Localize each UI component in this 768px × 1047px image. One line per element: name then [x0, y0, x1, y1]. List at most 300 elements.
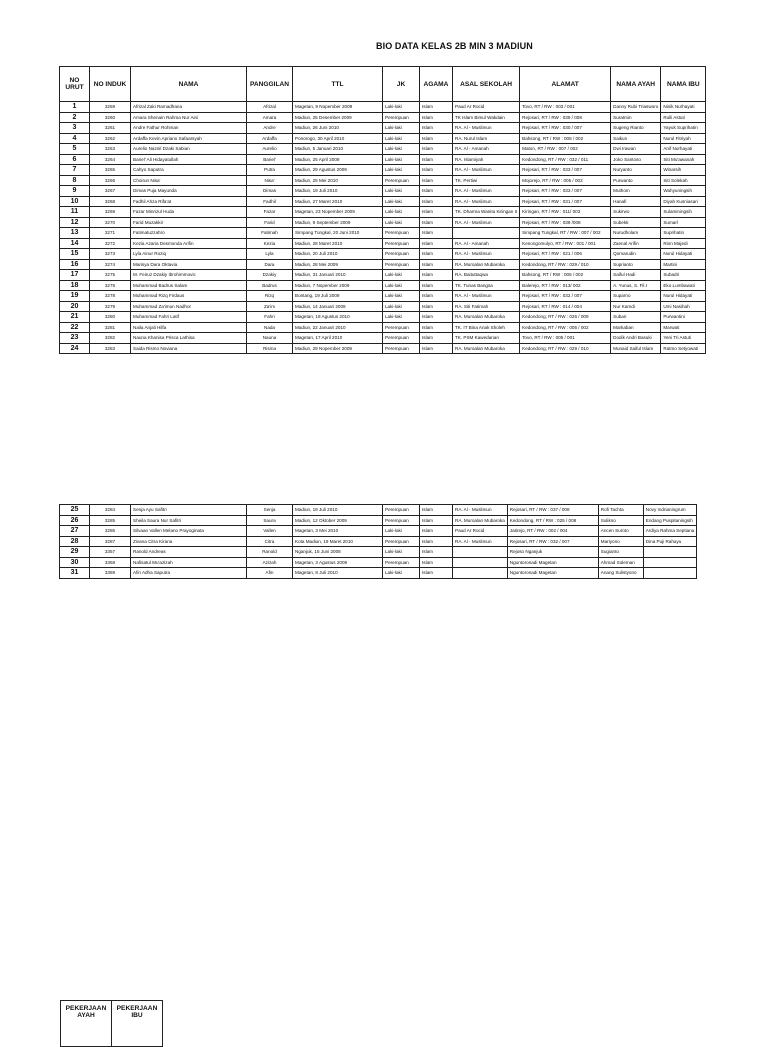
cell-jk: Perempuan	[383, 515, 420, 526]
cell-nama: Nauna Khanisa Prisca Lathisa	[131, 333, 247, 344]
cell-nama-ayah: Suprianto	[611, 259, 661, 270]
cell-nama-ayah: Nuryanto	[611, 165, 661, 176]
bio-table-continued	[59, 504, 697, 579]
cell-agama: Islam	[420, 568, 453, 579]
cell-agama: Islam	[420, 165, 453, 176]
cell-nama: Kezia Azaria Desmonda Arifin	[131, 238, 247, 249]
cell-ttl: Magetan, 9 Nopember 2009	[293, 102, 383, 113]
cell-jk: Laki-laki	[383, 186, 420, 197]
cell-nama-ibu: Ratmo Setyowati	[661, 343, 706, 354]
cell-panggilan: Fatimah	[247, 228, 293, 239]
cell-nama-ibu: Umi Nasihah	[661, 301, 706, 312]
cell-asal-sekolah: TK. PSM Kawedanan	[453, 333, 520, 344]
cell-no-urut: 30	[60, 557, 90, 568]
cell-ttl: Madiun, 19 Juli 2010	[293, 505, 383, 516]
cell-agama: Islam	[420, 217, 453, 228]
cell-agama: Islam	[420, 505, 453, 516]
cell-alamat: Bahsong, RT / RW : 008 / 002	[520, 133, 611, 144]
cell-no-urut: 25	[60, 505, 90, 516]
cell-panggilan: Bariel'	[247, 154, 293, 165]
cell-no-induk: 3287	[90, 536, 131, 547]
table-row	[60, 312, 706, 323]
cell-asal-sekolah: RA. Al - Muslimun	[453, 505, 508, 516]
cell-alamat: Tovo, RT / RW : 005 / 001	[520, 333, 611, 344]
cell-nama: Muhammad Za'imun Nadhor	[131, 301, 247, 312]
cell-jk: Perempuan	[383, 343, 420, 354]
table-row	[60, 280, 706, 291]
cell-ttl: Madiun, 22 Januari 2010	[293, 322, 383, 333]
cell-jk: Perempuan	[383, 112, 420, 123]
cell-alamat: Balerejo, RT / RW : 013/ 002	[520, 280, 611, 291]
cell-alamat: Kedondong, RT / RW : 032 / 011	[520, 154, 611, 165]
cell-alamat: Rejosari, RT / RW : 021 / 006	[520, 249, 611, 260]
cell-alamat: Tovo, RT / RW : 003 / 001	[520, 102, 611, 113]
cell-no-urut: 21	[60, 312, 90, 323]
cell-nama-ibu: Novy Indrianingrum	[643, 505, 697, 516]
cell-no-induk: 3263	[90, 144, 131, 155]
cell-jk: Laki-laki	[383, 133, 420, 144]
cell-nama: Sheila Saura Nur Safitri	[131, 515, 247, 526]
cell-panggilan: Badrus	[247, 280, 293, 291]
cell-nama-ibu: Suprihatin	[661, 228, 706, 239]
cell-asal-sekolah: TK. IT Bina Anak Sholeh	[453, 322, 520, 333]
cell-no-urut: 29	[60, 547, 90, 558]
table-row	[60, 112, 706, 123]
cell-no-urut: 10	[60, 196, 90, 207]
cell-alamat: Rejosari, RT / RW : 039 /008	[520, 217, 611, 228]
cell-ttl: Magetan, 3 Agustus 2009	[293, 557, 383, 568]
cell-nama: Lyla Ainur Roziq	[131, 249, 247, 260]
cell-no-induk: 3265	[90, 165, 131, 176]
cell-nama-ayah: Sugeng Rianto	[611, 123, 661, 134]
cell-nama-ayah: Suparno	[611, 291, 661, 302]
cell-nama: Ardaffa Kevin Apriano Safaarsyah	[131, 133, 247, 144]
cell-no-urut: 11	[60, 207, 90, 218]
cell-ttl: Madiun, 26 Juni 2010	[293, 123, 383, 134]
cell-nama-ayah: Ahmad Soleman	[598, 557, 643, 568]
cell-ttl: Madiun, 29 Nopember 2009	[293, 343, 383, 354]
cell-panggilan: Fazar	[247, 207, 293, 218]
cell-ttl: Madiun, 25 April 2009	[293, 154, 383, 165]
cell-alamat: Kedondong, RT / RW : 029 / 010	[520, 343, 611, 354]
cell-no-induk: 3271	[90, 228, 131, 239]
cell-nama-ayah: Saiful Hadi	[611, 270, 661, 281]
cell-nama: Fatimatuzzahro	[131, 228, 247, 239]
cell-nama-ayah: Saikun	[611, 133, 661, 144]
cell-nama-ayah: Dwi Irawan	[611, 144, 661, 155]
cell-nama-ibu: Rinn Majedi	[661, 238, 706, 249]
cell-alamat: Maton, RT / RW : 007 / 002	[520, 144, 611, 155]
cell-agama: Islam	[420, 547, 453, 558]
cell-nama: M. Feiruz Dzakiy Ibrohimmovic	[131, 270, 247, 281]
cell-nama-ibu: Rulli Astuti	[661, 112, 706, 123]
cell-asal-sekolah: RA. Muroalan Mubaroka	[453, 343, 520, 354]
cell-alamat: Nguntoronadi Magetan	[507, 557, 598, 568]
cell-nama-ibu: Dina Puji Rahayu	[643, 536, 697, 547]
header-panggilan: PANGGILAN	[247, 67, 293, 102]
cell-nama-ayah: Nurudholam	[611, 228, 661, 239]
cell-jk: Laki-laki	[383, 123, 420, 134]
cell-nama: Afrizal Zaki Ramadhana	[131, 102, 247, 113]
cell-nama: Nafisatul Mu'azizah	[131, 557, 247, 568]
cell-asal-sekolah: RA. Al - Muslimun	[453, 291, 520, 302]
cell-nama-ibu: Marwati	[661, 322, 706, 333]
cell-no-induk: 3261	[90, 123, 131, 134]
cell-nama: Marisya Dara Oktavia	[131, 259, 247, 270]
cell-nama-ibu: Siti Mu'awanah	[661, 154, 706, 165]
cell-panggilan: Vallen	[247, 526, 293, 537]
cell-no-induk: 3286	[90, 526, 131, 537]
table-row	[60, 123, 706, 134]
cell-jk: Perempuan	[383, 259, 420, 270]
cell-panggilan: Azizah	[247, 557, 293, 568]
cell-no-urut: 14	[60, 238, 90, 249]
cell-no-induk: 3359	[90, 568, 131, 579]
cell-panggilan: Saura	[247, 515, 293, 526]
table-row	[60, 526, 697, 537]
cell-nama-ayah: A. Yunus, S. Fil.I	[611, 280, 661, 291]
cell-alamat: Kenongomulyo, RT / RW : 001 / 001	[520, 238, 611, 249]
table-row	[60, 322, 706, 333]
table-row	[60, 217, 706, 228]
cell-asal-sekolah: RA. Muroalan Mubaroka	[453, 259, 520, 270]
cell-no-urut: 1	[60, 102, 90, 113]
cell-alamat: Rejosari, RT / RW : 014 / 004	[520, 301, 611, 312]
cell-panggilan: Risma	[247, 343, 293, 354]
cell-jk: Laki-laki	[383, 102, 420, 113]
cell-agama: Islam	[420, 526, 453, 537]
cell-no-induk: 3262	[90, 133, 131, 144]
cell-no-induk: 3284	[90, 505, 131, 516]
table-row	[60, 196, 706, 207]
cell-ttl: Magetan, 3 Mei 2010	[293, 526, 383, 537]
cell-ttl: Madiun, 5 Januari 2010	[293, 144, 383, 155]
cell-no-induk: 3283	[90, 343, 131, 354]
cell-jk: Laki-laki	[383, 207, 420, 218]
cell-asal-sekolah	[453, 557, 508, 568]
cell-nama-ayah: Danny Rubi Triasworo	[611, 102, 661, 113]
cell-ttl: Madiun, 14 Januari 2009	[293, 301, 383, 312]
cell-no-induk: 3276	[90, 280, 131, 291]
cell-no-induk: 3282	[90, 333, 131, 344]
cell-nama: Silvaan Vallen Melano Prayoginata	[131, 526, 247, 537]
cell-agama: Islam	[420, 280, 453, 291]
cell-jk: Laki-laki	[383, 270, 420, 281]
cell-alamat: Bahsong, RT / RW : 006 / 002	[520, 270, 611, 281]
cell-nama: Zivana Citra Kirana	[131, 536, 247, 547]
cell-alamat: Rejosari, RT / RW : 033 / 007	[520, 186, 611, 197]
cell-nama-ayah: Sukirwo	[611, 207, 661, 218]
cell-ttl: Magetan, 23 Nopember 2009	[293, 207, 383, 218]
cell-panggilan: Fahri	[247, 312, 293, 323]
cell-asal-sekolah: TK. Pertiwi	[453, 175, 520, 186]
cell-nama: Aurelio Naznil Dzaki Sabian	[131, 144, 247, 155]
cell-asal-sekolah: RA. Al - Muslimun	[453, 186, 520, 197]
cell-asal-sekolah	[453, 568, 508, 579]
table-row	[60, 536, 697, 547]
cell-asal-sekolah: RA. Al - Muslimun	[453, 249, 520, 260]
cell-nama-ayah: Hanafi	[611, 196, 661, 207]
cell-asal-sekolah: Paud Ar Rocid	[453, 526, 508, 537]
cell-nama-ayah: Sulikno	[598, 515, 643, 526]
table-row	[60, 515, 697, 526]
cell-no-induk: 3279	[90, 301, 131, 312]
cell-asal-sekolah: RA. Siti Fatimah	[453, 301, 520, 312]
header-nama-ibu: NAMA IBU	[661, 67, 706, 102]
cell-no-induk: 3278	[90, 291, 131, 302]
table-row	[60, 568, 697, 579]
page-title: BIO DATA KELAS 2B MIN 3 MADIUN	[376, 41, 533, 51]
header-pekerjaan-ayah: PEKERJAAN AYAH	[61, 1001, 112, 1047]
cell-ttl: Madiun, 7 Nopember 2009	[293, 280, 383, 291]
cell-jk: Laki-laki	[383, 196, 420, 207]
cell-jk: Laki-laki	[383, 547, 420, 558]
cell-agama: Islam	[420, 343, 453, 354]
cell-asal-sekolah: RA. Al - Muslimun	[453, 536, 508, 547]
cell-asal-sekolah: RA. Al - Muslimun	[453, 196, 520, 207]
cell-nama: Fazar Minrizul Huda	[131, 207, 247, 218]
cell-no-urut: 31	[60, 568, 90, 579]
cell-alamat: Rejosari, RT / RW : 032 / 007	[520, 291, 611, 302]
cell-no-urut: 12	[60, 217, 90, 228]
cell-nama-ibu: Subadri	[661, 270, 706, 281]
cell-nama-ibu: Endang Puspitaningsih	[643, 515, 697, 526]
cell-alamat: Mojorejo, RT / RW : 005 / 002	[520, 175, 611, 186]
cell-asal-sekolah: RA. Al - Amanah	[453, 144, 520, 155]
cell-asal-sekolah: RA. Al - Muslimun	[453, 165, 520, 176]
table-row	[60, 343, 706, 354]
cell-asal-sekolah: RA. Muroalan Mubaroka	[453, 312, 520, 323]
cell-panggilan: Ranold	[247, 547, 293, 558]
cell-nama: Farid Muzakkir	[131, 217, 247, 228]
cell-asal-sekolah: RA. Baituttaqwa	[453, 270, 520, 281]
cell-ttl: Nganjuk, 15 Juni 2008	[293, 547, 383, 558]
cell-jk: Perempuan	[383, 322, 420, 333]
cell-agama: Islam	[420, 249, 453, 260]
table-row	[60, 547, 697, 558]
cell-no-urut: 15	[60, 249, 90, 260]
cell-nama: Senja Ayu Safitri	[131, 505, 247, 516]
cell-alamat: Rejosari, RT / RW : 032 / 007	[507, 536, 598, 547]
cell-alamat: Rejosari, RT / RW : 030 / 007	[520, 123, 611, 134]
cell-ttl: Kota Madiun, 19 Maret 2010	[293, 536, 383, 547]
cell-jk: Laki-laki	[383, 280, 420, 291]
cell-ttl: Simpang Tungkal, 20 Juni 2010	[293, 228, 383, 239]
cell-ttl: Magetan, 17 April 2010	[293, 333, 383, 344]
header-asal-sekolah: ASAL SEKOLAH	[453, 67, 520, 102]
cell-alamat: Rejosari, RT / RW : 037 / 008	[507, 505, 598, 516]
cell-nama-ibu: Ninik Nurhayati	[661, 102, 706, 113]
cell-alamat: Rejosari, RT / RW : 039 / 008	[520, 112, 611, 123]
cell-nama-ibu: Nurul Hidayati	[661, 249, 706, 260]
cell-jk: Laki-laki	[383, 526, 420, 537]
cell-ttl: Madiun, 25 Mei 2010	[293, 175, 383, 186]
cell-agama: Islam	[420, 175, 453, 186]
cell-ttl: Madiun, 12 Oktober 2009	[293, 515, 383, 526]
cell-nama: Naila Anjali Hilfa	[131, 322, 247, 333]
cell-nama-ayah: Qomarudin	[611, 249, 661, 260]
cell-asal-sekolah: TK Islam Bimul Wakdain	[453, 112, 520, 123]
cell-no-induk: 3285	[90, 515, 131, 526]
cell-nama-ayah: Subari	[611, 312, 661, 323]
cell-nama-ayah: Zaenal Arifin	[611, 238, 661, 249]
cell-jk: Laki-laki	[383, 144, 420, 155]
cell-no-urut: 9	[60, 186, 90, 197]
cell-nama-ibu: Sumarl	[661, 217, 706, 228]
cell-panggilan: Farid	[247, 217, 293, 228]
cell-nama-ayah: Dodik Andri Basuki	[611, 333, 661, 344]
cell-no-urut: 13	[60, 228, 90, 239]
cell-jk: Laki-laki	[383, 312, 420, 323]
cell-ttl: Madiun, 29 Agustus 2009	[293, 165, 383, 176]
cell-no-induk: 3260	[90, 112, 131, 123]
cell-panggilan: Aurelio	[247, 144, 293, 155]
cell-nama: Andre Fathur Rohman	[131, 123, 247, 134]
cell-ttl: Madiun, 31 Januari 2010	[293, 270, 383, 281]
cell-no-urut: 3	[60, 123, 90, 134]
cell-ttl: Madiun, 27 Maret 2010	[293, 196, 383, 207]
cell-no-urut: 26	[60, 515, 90, 526]
header-jk: JK	[383, 67, 420, 102]
cell-no-induk: 3274	[90, 259, 131, 270]
cell-ttl: Madiun, 20 Juli 2010	[293, 249, 383, 260]
cell-nama-ibu	[643, 547, 697, 558]
cell-no-induk: 3266	[90, 175, 131, 186]
cell-nama-ibu: Wahyuningsih	[661, 186, 706, 197]
cell-nama: Afin Adha Saputra	[131, 568, 247, 579]
cell-nama-ibu: Martini	[661, 259, 706, 270]
cell-nama-ibu: Siti Solekah	[661, 175, 706, 186]
cell-ttl: Ponorogo, 30 April 2010	[293, 133, 383, 144]
cell-asal-sekolah: RA. Al - Muslimun	[453, 217, 520, 228]
cell-asal-sekolah: RA. Al - Muslimun	[453, 123, 520, 134]
cell-agama: Islam	[420, 515, 453, 526]
cell-nama-ibu: Nurul Fitriyah	[661, 133, 706, 144]
cell-panggilan: Citra	[247, 536, 293, 547]
table-row	[60, 270, 706, 281]
cell-panggilan: Andre	[247, 123, 293, 134]
table-row	[60, 133, 706, 144]
cell-panggilan: Afin	[247, 568, 293, 579]
table-row	[60, 238, 706, 249]
cell-no-induk: 3273	[90, 249, 131, 260]
cell-nama-ayah: Sugianto	[598, 547, 643, 558]
cell-no-urut: 22	[60, 322, 90, 333]
cell-agama: Islam	[420, 102, 453, 113]
cell-jk: Perempuan	[383, 175, 420, 186]
header-ttl: TTL	[293, 67, 383, 102]
cell-agama: Islam	[420, 112, 453, 123]
cell-asal-sekolah: TK. Dharma Wanita Kiringan II	[453, 207, 520, 218]
cell-agama: Islam	[420, 207, 453, 218]
cell-asal-sekolah: RA. Islamiyah	[453, 154, 520, 165]
cell-no-induk: 3272	[90, 238, 131, 249]
cell-agama: Islam	[420, 154, 453, 165]
cell-nama: Dimas Puja Mayunda	[131, 186, 247, 197]
cell-nama: Cahyo Saputra	[131, 165, 247, 176]
cell-asal-sekolah: RA. Nurul Islam	[453, 133, 520, 144]
table-row	[60, 291, 706, 302]
cell-no-urut: 28	[60, 536, 90, 547]
cell-nama-ibu: Ardiya Rahma Septiana	[643, 526, 697, 537]
table-row	[60, 259, 706, 270]
cell-ttl: Madiun, 28 Maret 2010	[293, 238, 383, 249]
cell-nama-ibu: Anif Nurhayati	[661, 144, 706, 155]
table-row	[60, 154, 706, 165]
cell-nama-ibu: Winarsih	[661, 165, 706, 176]
cell-no-urut: 27	[60, 526, 90, 537]
cell-panggilan: Lyla	[247, 249, 293, 260]
cell-panggilan: Nada	[247, 322, 293, 333]
cell-no-urut: 18	[60, 280, 90, 291]
cell-nama-ayah: Subekti	[611, 217, 661, 228]
cell-no-induk: 3280	[90, 312, 131, 323]
cell-no-urut: 16	[60, 259, 90, 270]
cell-agama: Islam	[420, 322, 453, 333]
header-agama: AGAMA	[420, 67, 453, 102]
header-no-urut: NO URUT	[60, 67, 90, 102]
cell-agama: Islam	[420, 196, 453, 207]
cell-jk: Laki-laki	[383, 291, 420, 302]
cell-jk: Laki-laki	[383, 568, 420, 579]
cell-jk: Perempuan	[383, 238, 420, 249]
cell-no-induk: 3270	[90, 217, 131, 228]
cell-nama-ibu: Purwantini	[661, 312, 706, 323]
cell-no-urut: 7	[60, 165, 90, 176]
cell-agama: Islam	[420, 133, 453, 144]
cell-no-urut: 19	[60, 291, 90, 302]
cell-alamat: Rejoso Nganjuk	[507, 547, 598, 558]
table-row	[60, 557, 697, 568]
cell-panggilan: Afrizal	[247, 102, 293, 113]
cell-agama: Islam	[420, 123, 453, 134]
cell-panggilan: Putra	[247, 165, 293, 176]
cell-agama: Islam	[420, 536, 453, 547]
cell-panggilan: Senja	[247, 505, 293, 516]
cell-asal-sekolah: TK. Tunas Bangsa	[453, 280, 520, 291]
cell-panggilan: Dara	[247, 259, 293, 270]
table-row	[60, 102, 706, 113]
cell-no-urut: 17	[60, 270, 90, 281]
cell-nama-ayah: Anang Sulistyono	[598, 568, 643, 579]
cell-no-induk: 3275	[90, 270, 131, 281]
header-alamat: ALAMAT	[520, 67, 611, 102]
cell-agama: Islam	[420, 301, 453, 312]
cell-asal-sekolah: Paud Ar Rocid	[453, 102, 520, 113]
cell-no-induk: 3259	[90, 102, 131, 113]
cell-nama: Fadhil Ahza Rifa'at	[131, 196, 247, 207]
table-row	[60, 228, 706, 239]
cell-jk: Perempuan	[383, 536, 420, 547]
table-row	[60, 165, 706, 176]
cell-no-urut: 5	[60, 144, 90, 155]
cell-nama-ayah: Suratmin	[611, 112, 661, 123]
table-row	[60, 333, 706, 344]
cell-panggilan: Rizq	[247, 291, 293, 302]
cell-ttl: Magetan, 18 Agustus 2010	[293, 312, 383, 323]
cell-asal-sekolah	[453, 228, 520, 239]
cell-alamat: Kedondong, RT / RW : 029 / 010	[520, 259, 611, 270]
cell-nama-ayah: Rofi Tachta	[598, 505, 643, 516]
cell-nama-ibu	[643, 568, 697, 579]
cell-no-induk: 3267	[90, 186, 131, 197]
cell-nama-ayah: Muthom	[611, 186, 661, 197]
cell-nama: Muhammad Fahri Latif	[131, 312, 247, 323]
cell-nama: Saida Rismo Noviana	[131, 343, 247, 354]
cell-agama: Islam	[420, 312, 453, 323]
cell-no-urut: 8	[60, 175, 90, 186]
cell-nama-ayah: Markaban	[611, 322, 661, 333]
